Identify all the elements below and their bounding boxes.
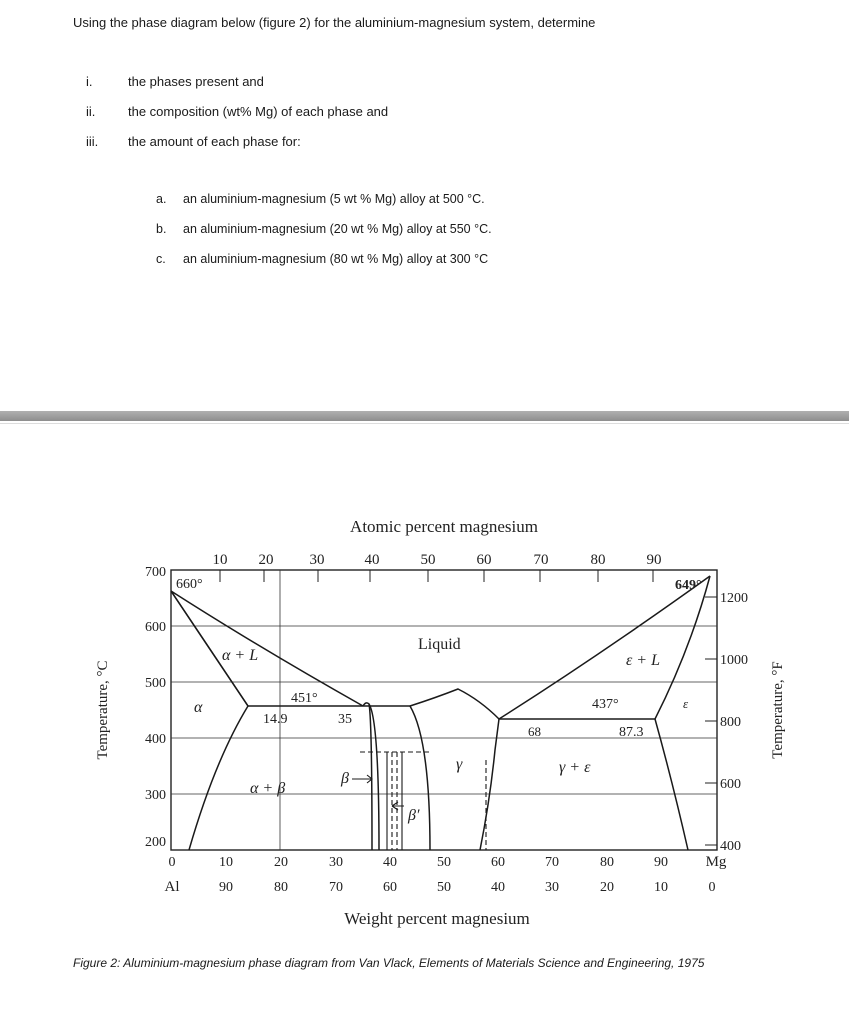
alpha-liquid-label: α + L [222, 647, 259, 664]
atomic-tick-label: 40 [364, 552, 380, 568]
beta-35-label: 35 [338, 712, 352, 727]
gamma-right-boundary [480, 719, 499, 850]
atomic-tick-label: 90 [646, 552, 662, 568]
alloy-text: an aluminium-magnesium (20 wt % Mg) alloy at 550 °C. [183, 222, 492, 236]
weight-mg-tick: 10 [219, 855, 233, 870]
alloy-text: an aluminium-magnesium (80 wt % Mg) alloy at 300 °C [183, 252, 489, 266]
gamma-left-boundary [410, 706, 430, 850]
weight-al-tick: 90 [219, 880, 233, 895]
weight-al-tick-labels [165, 879, 716, 895]
question-intro: Using the phase diagram below (figure 2) for the aluminium-magnesium system, determine [73, 15, 596, 30]
gamma-epsilon-label: γ + ε [559, 759, 591, 776]
fahrenheit-ticks [705, 597, 717, 845]
weight-al-tick: 50 [437, 880, 451, 895]
fahrenheit-tick-label: 600 [720, 777, 741, 792]
fahrenheit-tick-labels [720, 591, 748, 854]
al-label: Al [164, 879, 180, 895]
celsius-tick-labels [145, 565, 166, 850]
weight-al-tick: 20 [600, 880, 614, 895]
task-number: ii. [86, 104, 96, 119]
atomic-tick-label: 50 [420, 552, 436, 568]
fahrenheit-tick-label: 1200 [720, 591, 748, 606]
beta-label: β [341, 770, 349, 787]
eutectic-437-label: 437° [592, 697, 619, 712]
phase-diagram [0, 430, 849, 950]
task-text: the composition (wt% Mg) of each phase and [128, 104, 389, 119]
mg-label: Mg [705, 854, 727, 870]
weight-mg-tick: 60 [491, 855, 505, 870]
al-melting-label: 660° [176, 577, 203, 592]
weight-al-tick: 10 [654, 880, 668, 895]
liquidus-left-curve [171, 591, 363, 706]
atomic-ticks [220, 570, 653, 582]
celsius-tick-label: 200 [145, 835, 166, 850]
gamma-68-label: 68 [528, 724, 541, 739]
task-text: the phases present and [128, 74, 264, 89]
weight-mg-tick: 80 [600, 855, 614, 870]
beta-arrow [352, 775, 372, 783]
alloy-item [156, 192, 485, 206]
epsilon-label: ε [683, 696, 689, 711]
eutectic-451-label: 451° [291, 691, 318, 706]
epsilon-87-label: 87.3 [619, 725, 644, 740]
fahrenheit-tick-label: 800 [720, 715, 741, 730]
alloy-item [156, 222, 492, 236]
mg-melting-label: 649° [675, 578, 702, 593]
weight-al-tick: 80 [274, 880, 288, 895]
weight-al-tick: 0 [708, 880, 716, 895]
alloy-letter: a. [156, 192, 167, 206]
weight-al-tick: 40 [491, 880, 505, 895]
celsius-tick-label: 600 [145, 620, 166, 635]
alpha-label: α [194, 699, 203, 716]
task-number: i. [86, 74, 93, 89]
weight-mg-tick-labels [169, 854, 727, 870]
figure-caption: Figure 2: Aluminium-magnesium phase diagram from Van Vlack, Elements of Materials Science and Engineering, 1975 [73, 956, 705, 970]
phase-boundaries [171, 576, 710, 850]
alloy-letter: b. [156, 222, 167, 236]
page-separator [0, 411, 849, 421]
atomic-tick-labels [213, 552, 662, 568]
beta-prime-label: β′ [408, 807, 420, 824]
gamma-label: γ [456, 756, 463, 773]
fahrenheit-tick-label: 400 [720, 839, 741, 854]
separator-shadow [0, 423, 849, 424]
grid-lines [171, 570, 717, 850]
weight-mg-tick: 90 [654, 855, 668, 870]
gamma-liquidus-left [410, 689, 499, 719]
atomic-tick-label: 10 [212, 552, 228, 568]
atomic-tick-label: 70 [533, 552, 549, 568]
alloy-letter: c. [156, 252, 166, 266]
alpha-solvus [189, 706, 248, 850]
phase-labels [194, 636, 689, 824]
atomic-tick-label: 80 [590, 552, 606, 568]
weight-al-tick: 70 [329, 880, 343, 895]
celsius-tick-label: 400 [145, 732, 166, 747]
celsius-tick-label: 500 [145, 676, 166, 691]
y-axis-title-left: Temperature, °C [95, 660, 111, 760]
plot-frame [171, 570, 717, 850]
liquidus-left [171, 591, 363, 706]
weight-mg-tick: 50 [437, 855, 451, 870]
task-item [86, 134, 301, 149]
liquid-label: Liquid [418, 636, 461, 653]
beta-phase-left [363, 703, 372, 850]
weight-mg-tick: 40 [383, 855, 397, 870]
weight-mg-tick: 70 [545, 855, 559, 870]
alloy-text: an aluminium-magnesium (5 wt % Mg) alloy at 500 °C. [183, 192, 485, 206]
x-axis-title: Weight percent magnesium [344, 909, 530, 928]
alpha-max-label: 14.9 [263, 712, 288, 727]
atomic-tick-label: 30 [309, 552, 325, 568]
phase-diagram-figure [0, 430, 849, 955]
weight-al-tick: 60 [383, 880, 397, 895]
task-item [86, 104, 388, 119]
weight-mg-tick: 0 [168, 855, 176, 870]
alpha-beta-label: α + β [250, 780, 286, 797]
task-number: iii. [86, 134, 99, 149]
atomic-tick-label: 20 [258, 552, 274, 568]
atomic-tick-label: 60 [476, 552, 492, 568]
fahrenheit-tick-label: 1000 [720, 653, 748, 668]
alloy-item [156, 252, 488, 266]
celsius-tick-label: 700 [145, 565, 166, 580]
task-item [86, 74, 264, 89]
task-text: the amount of each phase for: [128, 134, 301, 149]
weight-mg-tick: 30 [329, 855, 343, 870]
celsius-tick-label: 300 [145, 788, 166, 803]
weight-mg-tick: 20 [274, 855, 288, 870]
weight-al-tick: 30 [545, 880, 559, 895]
chart-title: Atomic percent magnesium [350, 517, 538, 536]
epsilon-solvus [655, 719, 688, 850]
epsilon-liquid-label: ε + L [626, 652, 660, 669]
y-axis-title-right: Temperature, °F [770, 661, 786, 759]
